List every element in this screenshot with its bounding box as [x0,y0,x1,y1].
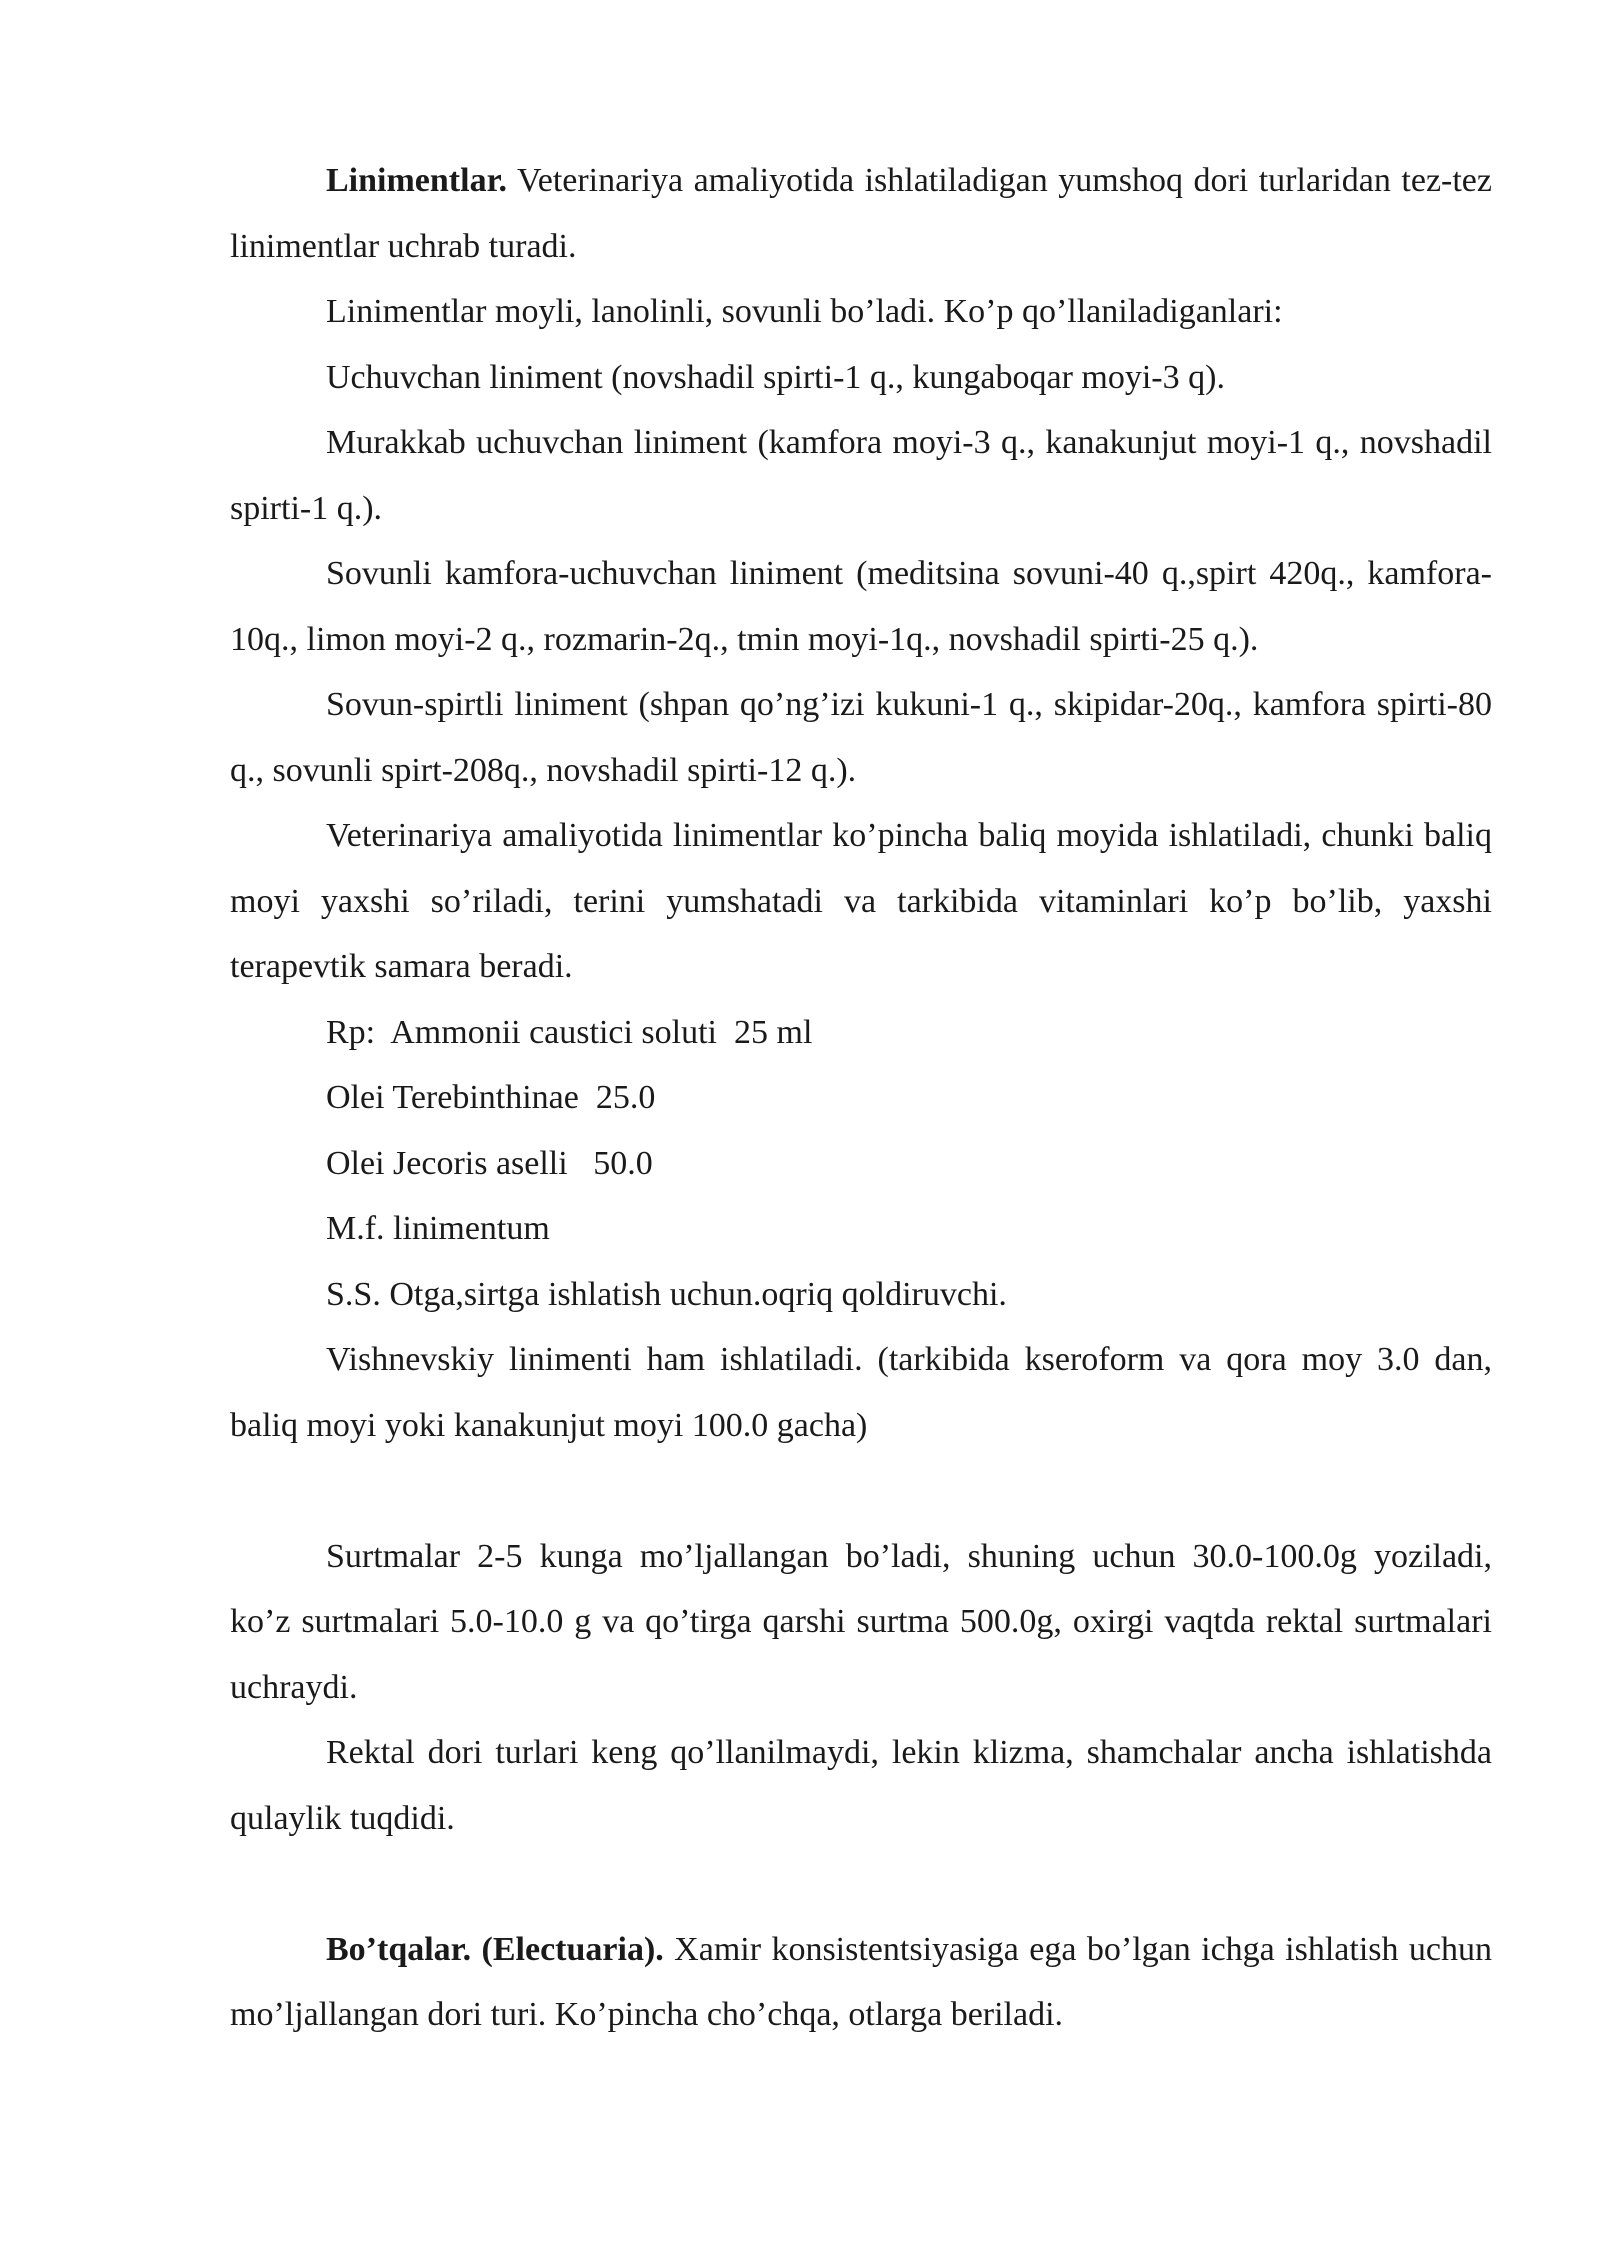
paragraph-sovunli-kamfora: Sovunli kamfora-uchuvchan liniment (meditsina sovuni-40 q.,spirt 420q., kamfora-10q., limon moyi-2 q., rozmarin-2q., tmin moyi-1q., novshadil spirti-25 q.). [230,555,1492,658]
heading-linimentlar: Linimentlar. [326,162,508,199]
paragraph-botqalar [230,1917,1492,2048]
paragraph-types: Linimentlar moyli, lanolinli, sovunli bo’ladi. Ko’p qo’llaniladiganlari: [326,293,1283,330]
paragraph-rektal: Rektal dori turlari keng qo’llanilmaydi, lekin klizma, shamchalar ancha ishlatishda qulaylik tuqdidi. [230,1734,1492,1837]
document-page [230,148,1492,2048]
recipe-line-4: M.f. linimentum [326,1210,550,1247]
paragraph-text: Xamir konsistentsiyasiga ega bo’lgan ichga ishlatish uchun mo’ljallangan dori turi. Ko’pincha cho’chqa, otlarga beriladi. [230,1930,1492,2033]
paragraph-baliq-moyi: Veterinariya amaliyotida linimentlar ko’pincha baliq moyida ishlatiladi, chunki baliq moyi yaxshi so’riladi, terini yumshatadi va tarkibida vitaminlari ko’p bo’lib, yaxshi terapevtik samara beradi. [230,817,1492,985]
paragraph-murakkab: Murakkab uchuvchan liniment (kamfora moyi-3 q., kanakunjut moyi-1 q., novshadil spirti-1 q.). [230,424,1492,527]
blank-line [230,1458,1492,1524]
paragraph-text: Veterinariya amaliyotida ishlatiladigan yumshoq dori turlaridan tez-tez linimentlar uchrab turadi. [230,162,1492,265]
recipe-line-1: Rp: Ammonii caustici soluti 25 ml [326,1013,813,1051]
paragraph-linimentlar [230,148,1492,279]
blank-line [230,1851,1492,1917]
paragraph-uchuvchan: Uchuvchan liniment (novshadil spirti-1 q., kungaboqar moyi-3 q). [326,358,1225,396]
paragraph-vishnevskiy: Vishnevskiy linimenti ham ishlatiladi. (tarkibida kseroform va qora moy 3.0 dan, baliq moyi yoki kanakunjut moyi 100.0 gacha) [230,1341,1492,1444]
recipe-line-5: S.S. Otga,sirtga ishlatish uchun.oqriq qoldiruvchi. [326,1275,1007,1313]
recipe-line-2: Olei Terebinthinae 25.0 [326,1079,656,1116]
heading-botqalar: Bo’tqalar. (Electuaria). [326,1930,664,1968]
recipe-line-3: Olei Jecoris aselli 50.0 [326,1144,653,1182]
paragraph-sovun-spirtli: Sovun-spirtli liniment (shpan qo’ng’izi kukuni-1 q., skipidar-20q., kamfora spirti-80 q., sovunli spirt-208q., novshadil spirti-12 q.). [230,686,1492,789]
paragraph-surtmalar: Surtmalar 2-5 kunga mo’ljallangan bo’ladi, shuning uchun 30.0-100.0g yoziladi, ko’z surtmalari 5.0-10.0 g va qo’tirga qarshi surtma 500.0g, oxirgi vaqtda rektal surtmalari uchraydi. [230,1537,1492,1706]
